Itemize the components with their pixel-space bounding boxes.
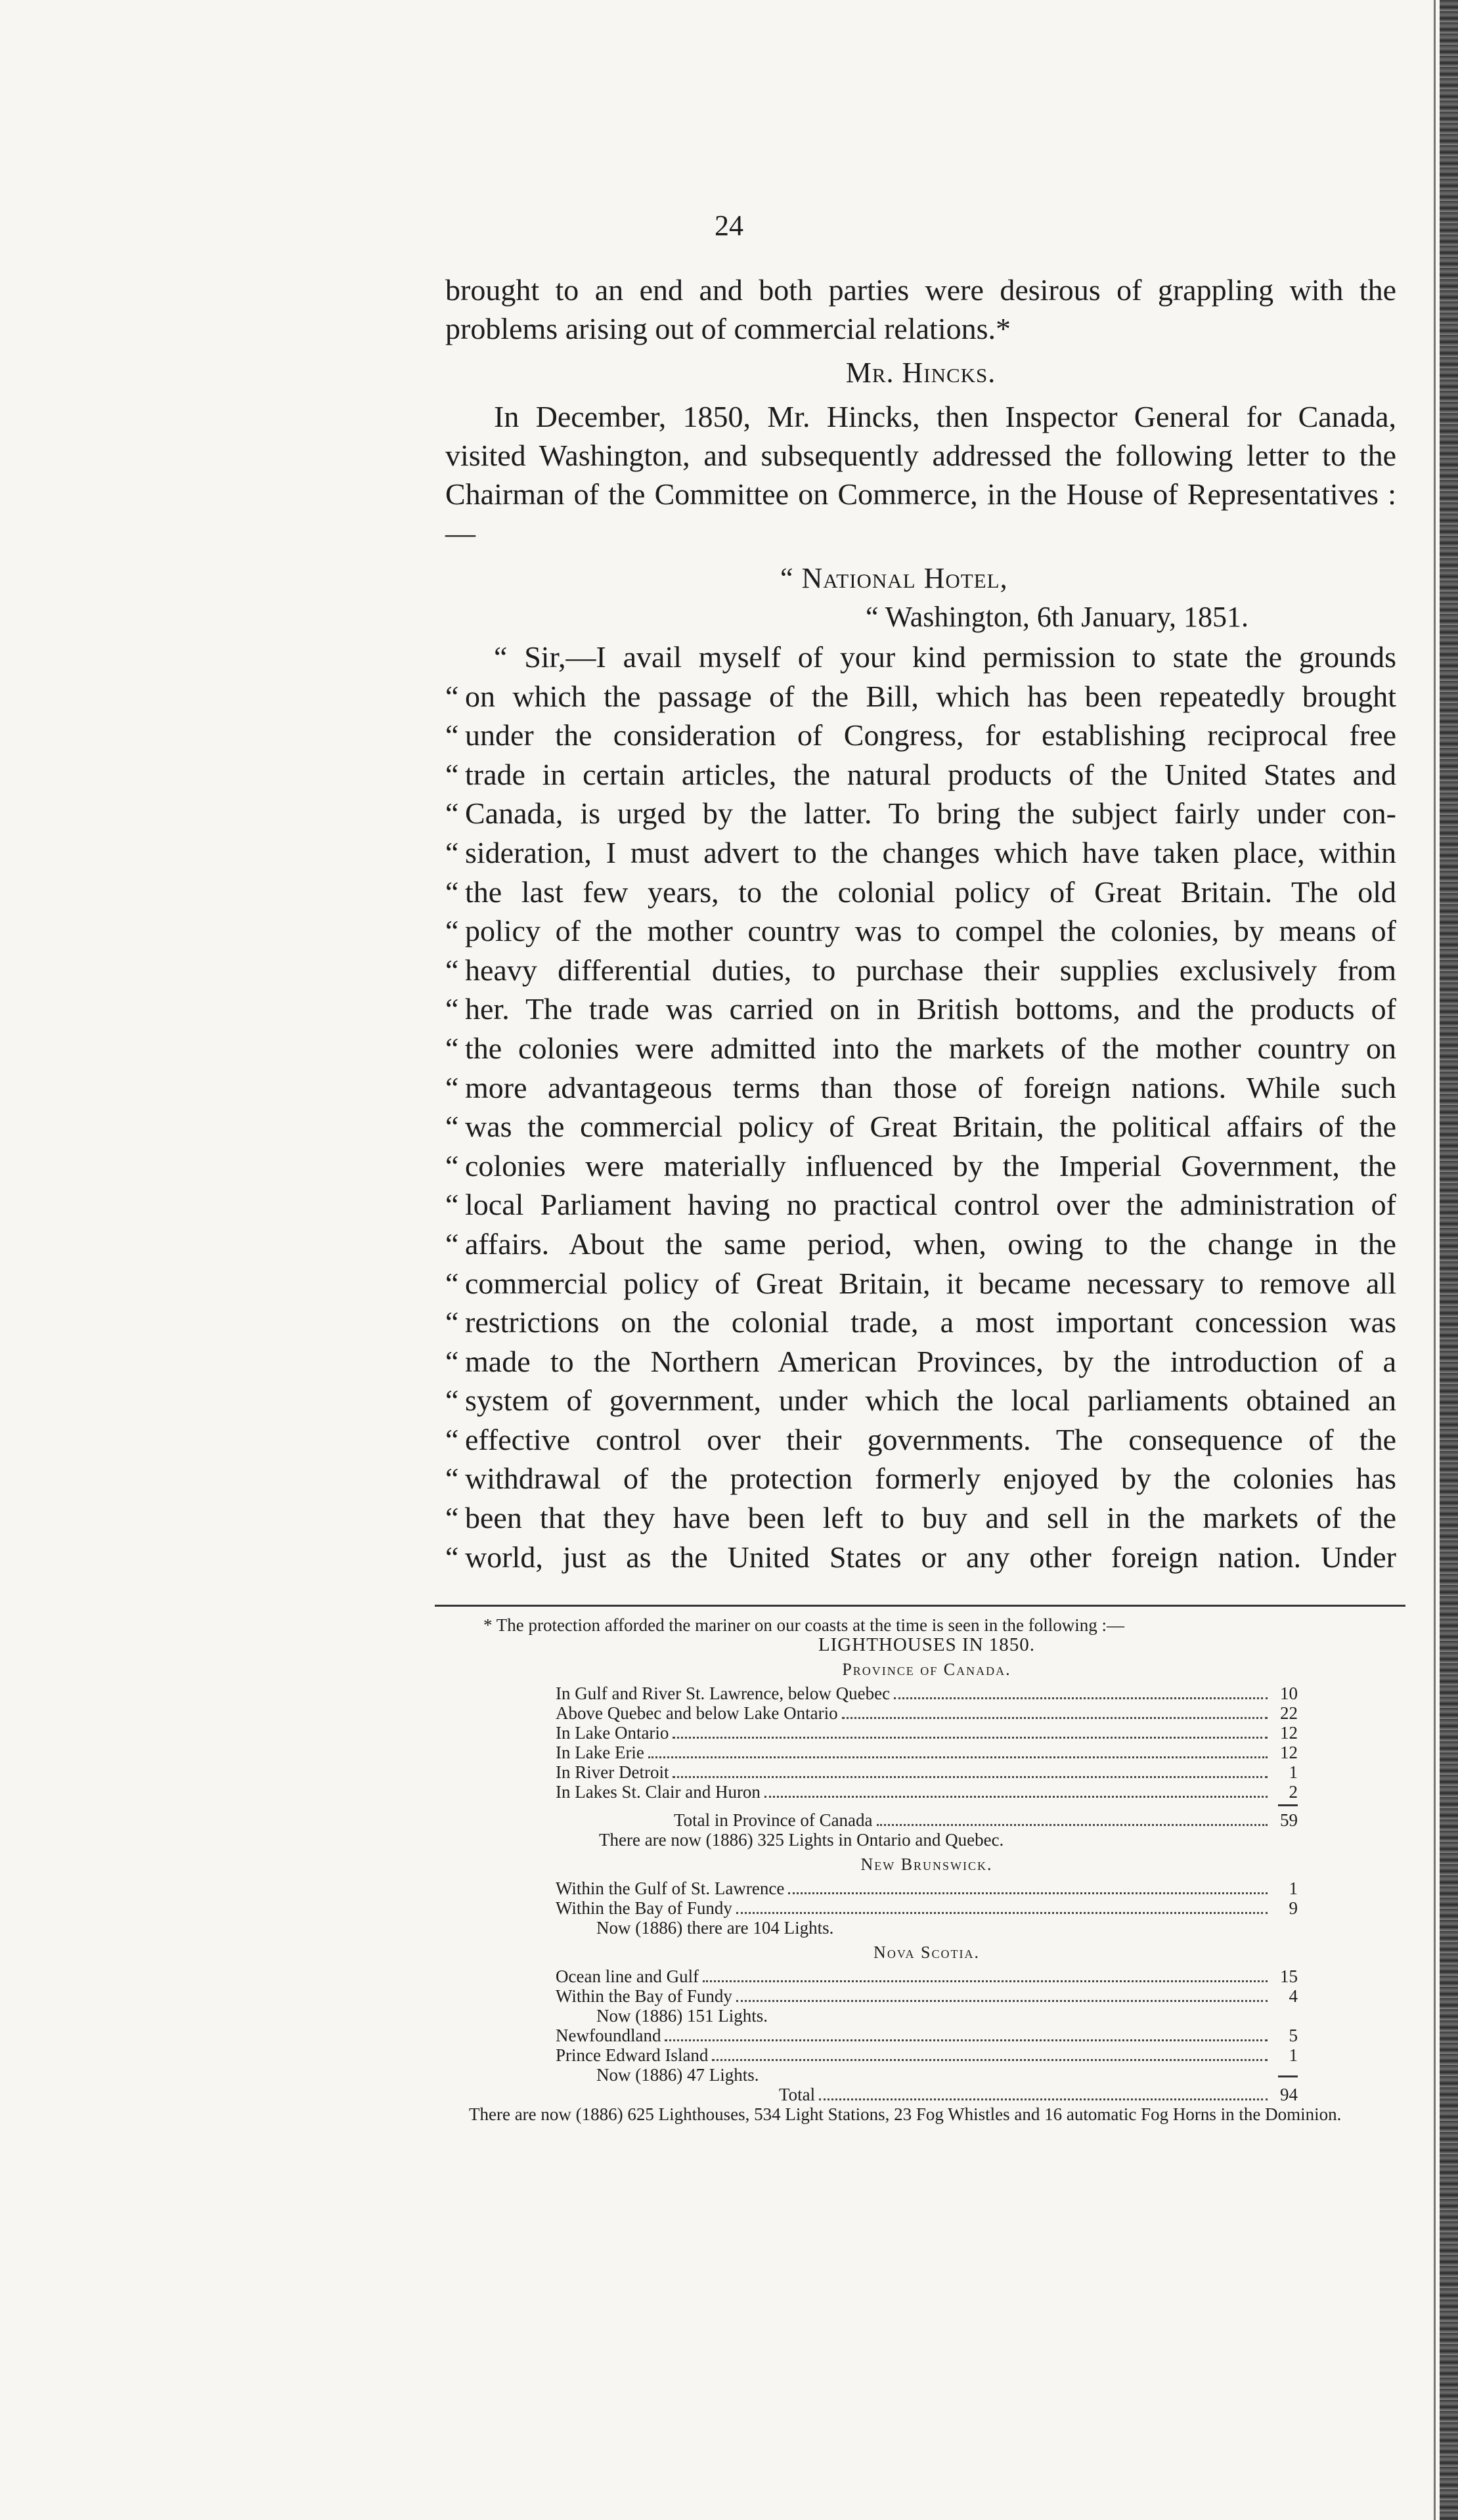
- letter-line: “ restrictions on the colonial trade, a most important concession was: [445, 1305, 1396, 1339]
- table-row: Within the Bay of Fundy 9: [556, 1898, 1298, 1918]
- letter-line: “ the last few years, to the colonial policy of Great Britain. The old: [445, 875, 1396, 909]
- leader-dots: [819, 2098, 1268, 2100]
- table-row: Within the Gulf of St. Lawrence 1: [556, 1879, 1298, 1898]
- page-number: 24: [715, 209, 743, 242]
- footnote-intro: * The protection afforded the mariner on our coasts at the time is seen in the following :—: [483, 1615, 1124, 1635]
- new-brunswick-note: Now (1886) there are 104 Lights.: [596, 1918, 834, 1938]
- letter-line: “ Sir,—I avail myself of your kind permission to state the grounds: [494, 640, 1396, 674]
- letter-line: “ heavy differential duties, to purchase their supplies exclusively from: [445, 953, 1396, 987]
- grand-total-row: Total 94: [779, 2085, 1298, 2104]
- section-heading: Mr. Hincks.: [845, 357, 996, 389]
- sum-rule: [1278, 2075, 1298, 2085]
- page-edge-line: [1434, 0, 1436, 2520]
- footnote-rule: [435, 1605, 1405, 1607]
- leader-dots: [703, 1980, 1268, 1982]
- letter-line: “ been that they have been left to buy and sell in the markets of the: [445, 1501, 1396, 1535]
- table-row: In River Detroit 1: [556, 1762, 1298, 1782]
- letter-line: “ local Parliament having no practical control over the administration of: [445, 1188, 1396, 1222]
- table-row: In Lake Erie 12: [556, 1743, 1298, 1762]
- pei-note: Now (1886) 47 Lights.: [596, 2065, 759, 2085]
- section-heading-nova-scotia: Nova Scotia.: [873, 1943, 980, 1962]
- letter-line: “ Canada, is urged by the latter. To bring the subject fairly under con-: [445, 796, 1396, 831]
- body-text: [445, 271, 1396, 1576]
- leader-dots: [788, 1892, 1268, 1894]
- letter-line: “ her. The trade was carried on in British bottoms, and the products of: [445, 992, 1396, 1026]
- table-row: Ocean line and Gulf 15: [556, 1966, 1298, 1986]
- section-heading-canada: Province of Canada.: [842, 1660, 1011, 1679]
- letter-line: “ policy of the mother country was to compel the colonies, by means of: [445, 914, 1396, 948]
- leader-dots: [736, 1912, 1268, 1914]
- table-row: Newfoundland 5: [556, 2026, 1298, 2045]
- sum-rule: [1278, 1804, 1298, 1810]
- leader-dots: [894, 1697, 1268, 1699]
- canada-rows: [451, 1684, 1403, 1850]
- letter-body: [445, 638, 1396, 1576]
- letter-line: “ more advantageous terms than those of foreign nations. While such: [445, 1070, 1396, 1104]
- leader-dots: [665, 2039, 1268, 2041]
- new-brunswick-rows: [451, 1879, 1403, 1938]
- opening-paragraph: brought to an end and both parties were desirous of grappling with the problems arising out of commercial relations.*: [445, 273, 1396, 345]
- leader-dots: [877, 1824, 1268, 1826]
- leader-dots: [648, 1756, 1268, 1758]
- canada-note: There are now (1886) 325 Lights in Ontario and Quebec.: [599, 1830, 1004, 1850]
- total-row: Total in Province of Canada 59: [674, 1810, 1298, 1830]
- footnote-closing: There are now (1886) 625 Lighthouses, 534 Light Stations, 23 Fog Whistles and 16 automatic Fog Horns in the Dominion.: [469, 2104, 1342, 2124]
- table-row: In Lake Ontario 12: [556, 1723, 1298, 1743]
- letter-header-date: “ Washington, 6th January, 1851.: [866, 601, 1249, 633]
- letter-line: “ world, just as the United States or any other foreign nation. Under: [445, 1540, 1396, 1574]
- paragraph-2: In December, 1850, Mr. Hincks, then Inspector General for Canada, visited Washington, and subsequently addressed the following letter to the Chairman of the Committee on Commerce, in the House of Representatives :—: [445, 400, 1396, 550]
- letter-line: “ on which the passage of the Bill, which has been repeatedly brought: [445, 679, 1396, 713]
- letter-line: “ system of government, under which the local parliaments obtained an: [445, 1383, 1396, 1418]
- leader-dots: [673, 1776, 1268, 1778]
- footnote: [451, 1615, 1403, 2124]
- letter-header-hotel: “ National Hotel,: [780, 562, 1008, 594]
- leader-dots: [673, 1737, 1268, 1739]
- pei-note-row: [451, 2065, 1298, 2085]
- letter-line: “ under the consideration of Congress, for establishing reciprocal free: [445, 718, 1396, 752]
- leader-dots: [764, 1796, 1268, 1798]
- letter-line: “ the colonies were admitted into the markets of the mother country on: [445, 1031, 1396, 1065]
- letter-line: “ effective control over their governments. The consequence of the: [445, 1422, 1396, 1456]
- table-row: In Lakes St. Clair and Huron 2: [556, 1782, 1298, 1802]
- table-row: Above Quebec and below Lake Ontario 22: [556, 1703, 1298, 1723]
- letter-line: “ affairs. About the same period, when, owing to the change in the: [445, 1227, 1396, 1261]
- letter-line: “ made to the Northern American Provinces, by the introduction of a: [445, 1344, 1396, 1378]
- section-heading-new-brunswick: New Brunswick.: [860, 1855, 993, 1874]
- leader-dots: [736, 2000, 1268, 2002]
- leader-dots: [712, 2059, 1268, 2061]
- leader-dots: [842, 1717, 1268, 1719]
- table-row: Within the Bay of Fundy 4: [556, 1986, 1298, 2006]
- footnote-title: LIGHTHOUSES IN 1850.: [818, 1634, 1036, 1655]
- page-edge-shadow: [1440, 0, 1458, 2520]
- nova-scotia-rows: [451, 1966, 1403, 2104]
- table-row: In Gulf and River St. Lawrence, below Quebec 10: [556, 1684, 1298, 1703]
- nova-scotia-note: Now (1886) 151 Lights.: [596, 2006, 768, 2026]
- letter-line: “ commercial policy of Great Britain, it became necessary to remove all: [445, 1266, 1396, 1300]
- letter-line: “ colonies were materially influenced by the Imperial Government, the: [445, 1148, 1396, 1183]
- letter-line: “ sideration, I must advert to the changes which have taken place, within: [445, 835, 1396, 869]
- letter-line: “ trade in certain articles, the natural products of the United States and: [445, 757, 1396, 791]
- letter-line: “ was the commercial policy of Great Britain, the political affairs of the: [445, 1110, 1396, 1144]
- letter-line: “ withdrawal of the protection formerly enjoyed by the colonies has: [445, 1462, 1396, 1496]
- table-row: Prince Edward Island 1: [556, 2045, 1298, 2065]
